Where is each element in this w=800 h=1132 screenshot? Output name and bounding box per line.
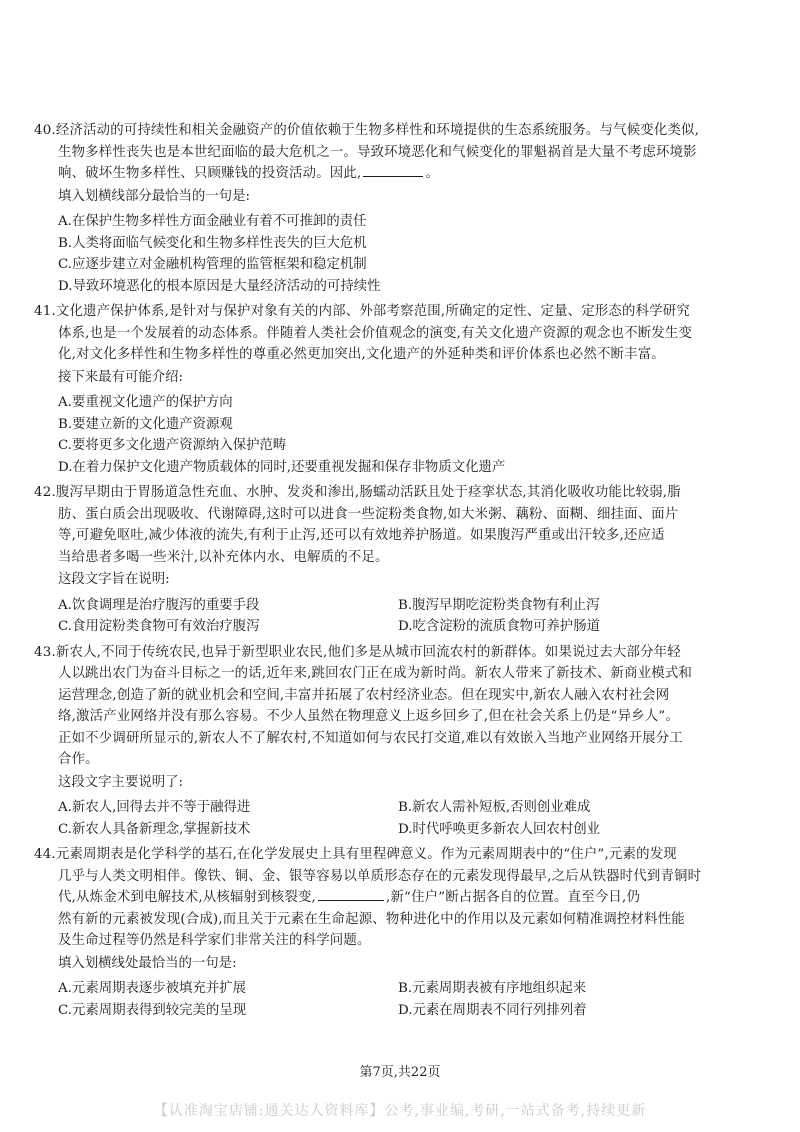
stem-line [34, 642, 770, 664]
stem-line [34, 344, 770, 366]
stem-line [34, 909, 770, 931]
answer-option: C.新农人具备新理念,掌握新技术 [58, 821, 251, 837]
page-footer: 第7页,共22页 [359, 1065, 441, 1080]
stem-line [34, 844, 770, 866]
answer-option: A.要重视文化遗产的保护方向 [58, 395, 233, 410]
question-block [34, 120, 770, 297]
stem-line-text: 当给患者多喝一些米汁,以补充体内水、电解质的不足。 [58, 549, 389, 565]
answer-option: B.要建立新的文化遗产资源观 [58, 416, 233, 432]
stem-line-text: 代,从炼金术到电解技术,从核辐射到核裂变, [58, 890, 316, 905]
option-list [34, 978, 770, 1021]
option-list [34, 392, 770, 478]
stem-line [34, 706, 770, 728]
blank-suffix-text: ,新“住户”断占据各自的位置。直至今日,仍 [386, 890, 641, 905]
answer-option: D.时代呼唤更多新农人回农村创业 [398, 821, 600, 837]
stem-line [34, 685, 770, 707]
stem-line [34, 163, 770, 185]
question-stem [34, 844, 770, 952]
answer-blank [318, 888, 384, 901]
stem-line-text: 及生命过程等仍然是科学家们非常关注的科学问题。 [58, 933, 371, 948]
stem-line-text: 44.元素周期表是化学科学的基石,在化学发展史上具有里程碑意义。作为元素周期表中的“住户”,元素的发现 [34, 847, 677, 862]
stem-line [34, 887, 770, 909]
question-stem [34, 301, 770, 366]
answer-option: D.元素在周期表不同行列排列着 [398, 1002, 587, 1018]
stem-line-text: 几乎与人类文明相伴。像铁、铜、金、银等容易以单质形态存在的元素发现得最早,之后从铁器时代到青铜时 [58, 868, 702, 884]
stem-line [34, 930, 770, 952]
stem-line-text: 络,激活产业网络并没有那么容易。不少人虽然在物理意义上返乡回乡了,但在社会关系上仍是“异乡人”。 [58, 709, 679, 724]
stem-line-text: 体系,也是一个发展着的动态体系。伴随着人类社会价值观念的演变,有关文化遗产资源的观念也不断发生变 [58, 325, 693, 341]
watermark-text: 【认准淘宝店铺:通关达人资料库】公考,事业编,考研,一站式备考,持续更新 [153, 1103, 647, 1119]
stem-line [34, 323, 770, 345]
stem-line [34, 301, 770, 323]
stem-line-text: 等,可避免呕吐,减少体液的流失,有利于止泻,还可以有效地养护肠道。如果腹泻严重或出汗较多,还应适 [58, 528, 665, 543]
option-list [34, 211, 770, 297]
question-block [34, 482, 770, 638]
stem-line-text: 化,对文化多样性和生物多样性的尊重必然更加突出,文化遗产的外延种类和评价体系也必然不断丰富。 [58, 347, 665, 362]
answer-option: A.新农人,回得去并不等于融得进 [58, 800, 251, 815]
stem-line-text: 42.腹泻早期由于胃肠道急性充血、水肿、发炎和渗出,肠蠕动活跃且处于痉挛状态,其消化吸收功能比较弱,脂 [34, 485, 681, 500]
question-prompt: 填入划横线处最恰当的一句是: [58, 955, 237, 971]
option-list [34, 797, 770, 840]
stem-line [34, 728, 770, 750]
stem-line-text: 40.经济活动的可持续性和相关金融资产的价值依赖于生物多样性和环境提供的生态系统服务。与气候变化类似, [34, 123, 700, 138]
answer-option: A.元素周期表逐步被填充并扩展 [58, 981, 247, 996]
answer-option: C.应逐步建立对金融机构管理的监管框架和稳定机制 [58, 257, 367, 272]
stem-line [34, 525, 770, 547]
answer-option: B.人类将面临气候变化和生物多样性丧失的巨大危机 [58, 235, 367, 251]
question-prompt: 这段文字旨在说明: [58, 572, 170, 587]
question-stem [34, 642, 770, 771]
stem-line-text: 肪、蛋白质会出现吸收、代谢障碍,这时可以进食一些淀粉类食物,如大米粥、藕粉、面糊、细挂面、面片 [58, 506, 679, 522]
stem-line [34, 749, 770, 771]
question-prompt: 填入划横线部分最恰当的一句是: [58, 188, 250, 204]
answer-option: C.食用淀粉类食物可有效治疗腹泻 [58, 619, 260, 634]
stem-line [34, 866, 770, 888]
answer-option: D.在着力保护文化遗产物质载体的同时,还要重视发掘和保存非物质文化遗产 [58, 459, 506, 475]
stem-line-text: 运营理念,创造了新的就业机会和空间,丰富并拓展了农村经济业态。但在现实中,新农人融入农村社会网 [58, 687, 670, 703]
answer-option: D.吃含淀粉的流质食物可养护肠道 [398, 619, 600, 634]
stem-line-text: 生物多样性丧失也是本世纪面临的最大危机之一。导致环境恶化和气候变化的罪魁祸首是大量不考虑环境影 [58, 144, 697, 160]
stem-line-text: 响、破坏生物多样性、只顾赚钱的投资活动。因此, [58, 166, 362, 181]
stem-line-text: 人以跳出农门为奋斗目标之一的话,近年来,跳回农门正在成为新时尚。新农人带来了新技术、新商业模式和 [58, 666, 693, 681]
answer-option: A.饮食调理是治疗腹泻的重要手段 [58, 597, 260, 613]
stem-line-text: 合作。 [58, 752, 99, 767]
stem-line-text: 41.文化遗产保护体系,是针对与保护对象有关的内部、外部考察范围,所确定的定性、定量、定形态的科学研究 [34, 304, 690, 319]
question-block [34, 642, 770, 841]
answer-option: A.在保护生物多样性方面金融业有着不可推卸的责任 [58, 214, 367, 229]
option-list [34, 595, 770, 638]
question-prompt: 接下来最有可能介绍: [58, 369, 184, 385]
stem-line [34, 120, 770, 142]
stem-line [34, 482, 770, 504]
question-stem [34, 482, 770, 568]
stem-line-text: 然有新的元素被发现(合成),而且关于元素在生命起源、物种进化中的作用以及元素如何精准调控材料性能 [58, 911, 685, 927]
answer-option: B.腹泻早期吃淀粉类食物有利止泻 [398, 597, 600, 613]
answer-option: D.导致环境恶化的根本原因是大量经济活动的可持续性 [58, 278, 381, 294]
stem-line [34, 142, 770, 164]
stem-line-text: 43.新农人,不同于传统农民,也异于新型职业农民,他们多是从城市回流农村的新群体。如果说过去大部分年轻 [34, 644, 681, 660]
question-list [34, 120, 770, 1025]
answer-option: C.要将更多文化遗产资源纳入保护范畴 [58, 438, 287, 453]
stem-line [34, 663, 770, 685]
blank-suffix-text: 。 [425, 166, 440, 181]
question-block [34, 301, 770, 478]
question-block [34, 844, 770, 1021]
question-stem [34, 120, 770, 185]
stem-line [34, 547, 770, 569]
answer-option: B.元素周期表被有序地组织起来 [398, 981, 587, 996]
question-prompt: 这段文字主要说明了: [58, 774, 184, 790]
answer-blank [363, 164, 423, 177]
answer-option: C.元素周期表得到较完美的呈现 [58, 1002, 247, 1018]
answer-option: B.新农人需补短板,否则创业难成 [398, 800, 591, 815]
stem-line [34, 504, 770, 526]
stem-line-text: 正如不少调研所显示的,新农人不了解农村,不知道如何与农民打交道,难以有效嵌入当地产业网络开展分工 [58, 730, 683, 746]
